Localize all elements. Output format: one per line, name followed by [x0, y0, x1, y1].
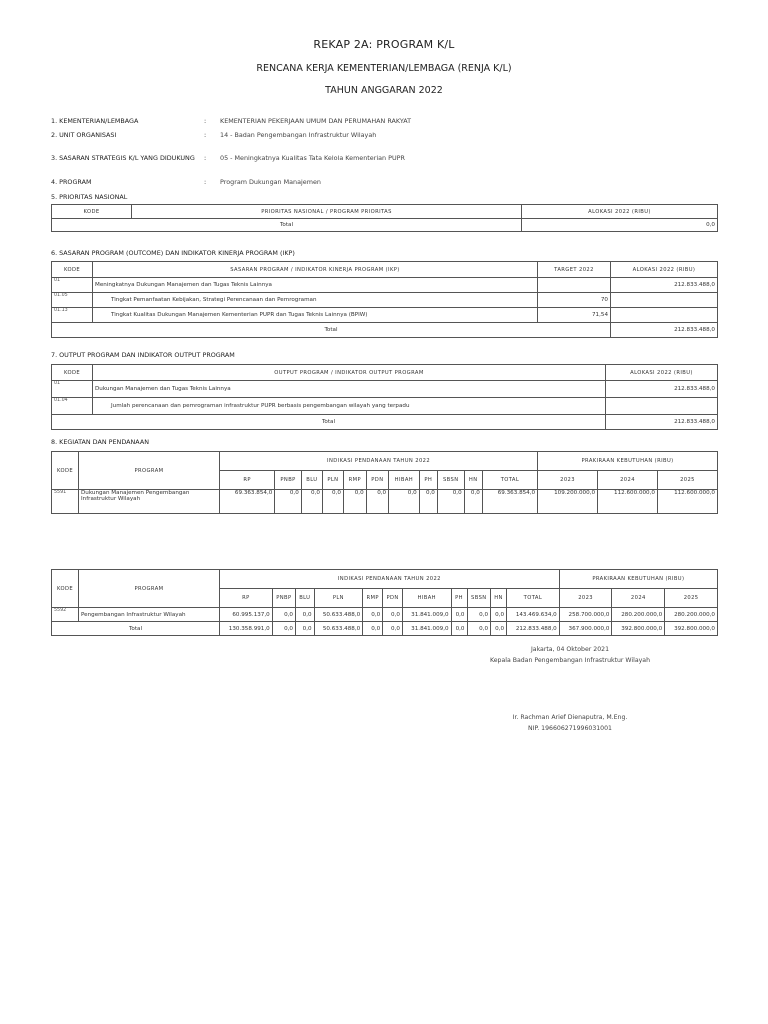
sub-header: 2024	[598, 471, 658, 490]
sub-header: 2024	[612, 589, 665, 608]
national-priority-table	[51, 204, 718, 232]
funding-table-1	[51, 451, 718, 514]
cell-hibah: 31.841.009,0	[402, 622, 451, 636]
meta-label: 1. KEMENTERIAN/LEMBAGA	[51, 117, 139, 125]
cell-2025: 280.200.000,0	[665, 608, 718, 622]
cell-pln: 0,0	[322, 490, 343, 514]
cell-pnbp: 0,0	[272, 622, 295, 636]
kode-header: KODE	[52, 570, 79, 608]
row-code: 01	[52, 278, 93, 293]
column-header: TARGET 2022	[538, 262, 611, 278]
row-code: 5591	[52, 490, 79, 514]
cell-sbsn: 0,0	[437, 490, 464, 514]
program-target-table	[51, 261, 718, 338]
section-6-heading: 6. SASARAN PROGRAM (OUTCOME) DAN INDIKATOR KINERJA PROGRAM (IKP)	[51, 249, 295, 257]
program-header: PROGRAM	[79, 570, 220, 608]
total-value: 0,0	[522, 219, 718, 232]
signatory-nip: NIP. 196606271996031001	[527, 725, 612, 732]
cell-pnbp: 0,0	[275, 490, 301, 514]
meta-value: Program Dukungan Manajemen	[220, 178, 321, 186]
sub-header: HN	[491, 589, 507, 608]
row-code: 01.04	[52, 398, 93, 415]
need-projection-header: PRAKIRAAN KEBUTUHAN (RIBU)	[559, 570, 717, 589]
row-target: 71,54	[538, 308, 611, 323]
cell-hn: 0,0	[491, 608, 507, 622]
sub-header: TOTAL	[507, 589, 560, 608]
row-text: Tingkat Pemanfaatan Kebijakan, Strategi Perencanaan dan Pemrograman	[93, 293, 538, 308]
sub-header: RMP	[363, 589, 383, 608]
row-allocation	[611, 293, 718, 308]
cell-rp: 60.995.137,0	[220, 608, 273, 622]
cell-2024: 392.800.000,0	[612, 622, 665, 636]
cell-2025: 112.600.000,0	[657, 490, 717, 514]
table-row	[52, 608, 718, 622]
row-code: 01.05	[52, 293, 93, 308]
page-subtitle: RENCANA KERJA KEMENTERIAN/LEMBAGA (RENJA K/L)	[256, 63, 512, 74]
cell-rmp: 0,0	[363, 608, 383, 622]
cell-2023: 258.700.000,0	[559, 608, 612, 622]
total-value: 212.833.488,0	[606, 415, 718, 430]
kode-header: KODE	[52, 452, 79, 490]
column-header: ALOKASI 2022 (RIBU)	[611, 262, 718, 278]
section-8-heading: 8. KEGIATAN DAN PENDANAAN	[51, 438, 149, 446]
section-5-heading: 5. PRIORITAS NASIONAL	[51, 193, 128, 201]
cell-pdn: 0,0	[383, 608, 403, 622]
cell-ph: 0,0	[451, 622, 467, 636]
total-label: Total	[52, 219, 522, 232]
sub-header: SBSN	[467, 589, 491, 608]
column-header: PRIORITAS NASIONAL / PROGRAM PRIORITAS	[132, 205, 522, 219]
column-header: OUTPUT PROGRAM / INDIKATOR OUTPUT PROGRAM	[93, 365, 606, 381]
sub-header: BLU	[296, 589, 315, 608]
cell-2024: 112.600.000,0	[598, 490, 658, 514]
meta-separator: :	[204, 131, 207, 139]
meta-label: 2. UNIT ORGANISASI	[51, 131, 117, 139]
total-label: Total	[52, 415, 606, 430]
row-program: Dukungan Manajemen Pengembangan Infrastruktur Wilayah	[79, 490, 220, 514]
sub-header: HIBAH	[389, 471, 420, 490]
row-allocation: 212.833.488,0	[606, 381, 718, 398]
column-header: ALOKASI 2022 (RIBU)	[606, 365, 718, 381]
program-header: PROGRAM	[79, 452, 220, 490]
meta-label: 3. SASARAN STRATEGIS K/L YANG DIDUKUNG	[51, 154, 195, 162]
row-target: 70	[538, 293, 611, 308]
cell-pln: 50.633.488,0	[314, 608, 363, 622]
row-target	[538, 278, 611, 293]
row-program: Pengembangan Infrastruktur Wilayah	[79, 608, 220, 622]
sub-header: SBSN	[437, 471, 464, 490]
sub-header: PDN	[366, 471, 388, 490]
signatory-name: Ir. Rachman Arief Dienaputra, M.Eng.	[512, 714, 628, 721]
meta-label: 4. PROGRAM	[51, 178, 92, 186]
cell-blu: 0,0	[301, 490, 322, 514]
table-row	[52, 398, 718, 415]
fiscal-year: TAHUN ANGGARAN 2022	[325, 85, 443, 96]
total-label: Total	[52, 323, 611, 338]
row-text: Tingkat Kualitas Dukungan Manajemen Kementerian PUPR dan Tugas Teknis Lainnya (BPIW)	[93, 308, 538, 323]
meta-separator: :	[204, 178, 207, 186]
sub-header: TOTAL	[482, 471, 537, 490]
cell-pnbp: 0,0	[272, 608, 295, 622]
table-row	[52, 381, 718, 398]
column-header: SASARAN PROGRAM / INDIKATOR KINERJA PROGRAM (IKP)	[93, 262, 538, 278]
meta-value: 14 - Badan Pengembangan Infrastruktur Wilayah	[220, 131, 377, 139]
sub-header: RP	[220, 471, 275, 490]
total-row	[52, 622, 718, 636]
cell-total: 143.469.634,0	[507, 608, 560, 622]
sub-header: PH	[419, 471, 437, 490]
page-title: REKAP 2A: PROGRAM K/L	[313, 38, 455, 51]
cell-pln: 50.633.488,0	[314, 622, 363, 636]
row-text: Jumlah perencanaan dan pemrograman infrastruktur PUPR berbasis pengembangan wilayah yang terpadu	[93, 398, 606, 415]
sub-header: BLU	[301, 471, 322, 490]
sub-header: 2025	[657, 471, 717, 490]
row-code: 01.13	[52, 308, 93, 323]
cell-rmp: 0,0	[363, 622, 383, 636]
row-allocation: 212.833.488,0	[611, 278, 718, 293]
cell-pdn: 0,0	[366, 490, 388, 514]
cell-ph: 0,0	[451, 608, 467, 622]
cell-pdn: 0,0	[383, 622, 403, 636]
meta-separator: :	[204, 154, 207, 162]
row-code: 5592	[52, 608, 79, 622]
cell-sbsn: 0,0	[467, 608, 491, 622]
output-program-table	[51, 364, 718, 430]
cell-rp: 130.358.991,0	[220, 622, 273, 636]
total-value: 212.833.488,0	[611, 323, 718, 338]
row-allocation	[606, 398, 718, 415]
cell-2023: 109.200.000,0	[538, 490, 598, 514]
sub-header: RMP	[343, 471, 366, 490]
row-allocation	[611, 308, 718, 323]
cell-hn: 0,0	[491, 622, 507, 636]
cell-2025: 392.800.000,0	[665, 622, 718, 636]
sub-header: PLN	[322, 471, 343, 490]
cell-rp: 69.363.854,0	[220, 490, 275, 514]
sub-header: PLN	[314, 589, 363, 608]
row-text: Meningkatnya Dukungan Manajemen dan Tugas Teknis Lainnya	[93, 278, 538, 293]
table-row	[52, 278, 718, 293]
cell-blu: 0,0	[296, 622, 315, 636]
total-label: Total	[52, 622, 220, 636]
sub-header: PH	[451, 589, 467, 608]
sub-header: 2023	[538, 471, 598, 490]
section-7-heading: 7. OUTPUT PROGRAM DAN INDIKATOR OUTPUT PROGRAM	[51, 351, 235, 359]
signature-place-date: Jakarta, 04 Oktober 2021	[530, 646, 610, 653]
sub-header: RP	[220, 589, 273, 608]
cell-rmp: 0,0	[343, 490, 366, 514]
sub-header: PDN	[383, 589, 403, 608]
signature-position: Kepala Badan Pengembangan Infrastruktur Wilayah	[489, 657, 651, 664]
sub-header: 2025	[665, 589, 718, 608]
sub-header: PNBP	[272, 589, 295, 608]
table-row	[52, 293, 718, 308]
meta-separator: :	[204, 117, 207, 125]
cell-hibah: 0,0	[389, 490, 420, 514]
cell-sbsn: 0,0	[467, 622, 491, 636]
cell-2023: 367.900.000,0	[559, 622, 612, 636]
funding-indication-header: INDIKASI PENDANAAN TAHUN 2022	[220, 570, 560, 589]
cell-total: 212.833.488,0	[507, 622, 560, 636]
funding-indication-header: INDIKASI PENDANAAN TAHUN 2022	[220, 452, 538, 471]
sub-header: HIBAH	[402, 589, 451, 608]
table-row	[52, 490, 718, 514]
column-header: KODE	[52, 262, 93, 278]
sub-header: HN	[464, 471, 482, 490]
row-text: Dukungan Manajemen dan Tugas Teknis Lainnya	[93, 381, 606, 398]
sub-header: PNBP	[275, 471, 301, 490]
funding-table-2	[51, 569, 718, 636]
column-header: KODE	[52, 205, 132, 219]
row-code: 01	[52, 381, 93, 398]
cell-total: 69.363.854,0	[482, 490, 537, 514]
cell-2024: 280.200.000,0	[612, 608, 665, 622]
cell-ph: 0,0	[419, 490, 437, 514]
meta-value: 05 - Meningkatnya Kualitas Tata Kelola Kementerian PUPR	[220, 154, 405, 162]
cell-hibah: 31.841.009,0	[402, 608, 451, 622]
table-row	[52, 308, 718, 323]
cell-blu: 0,0	[296, 608, 315, 622]
meta-value: KEMENTERIAN PEKERJAAN UMUM DAN PERUMAHAN RAKYAT	[220, 117, 412, 125]
sub-header: 2023	[559, 589, 612, 608]
cell-hn: 0,0	[464, 490, 482, 514]
need-projection-header: PRAKIRAAN KEBUTUHAN (RIBU)	[538, 452, 718, 471]
column-header: KODE	[52, 365, 93, 381]
column-header: ALOKASI 2022 (RIBU)	[522, 205, 718, 219]
